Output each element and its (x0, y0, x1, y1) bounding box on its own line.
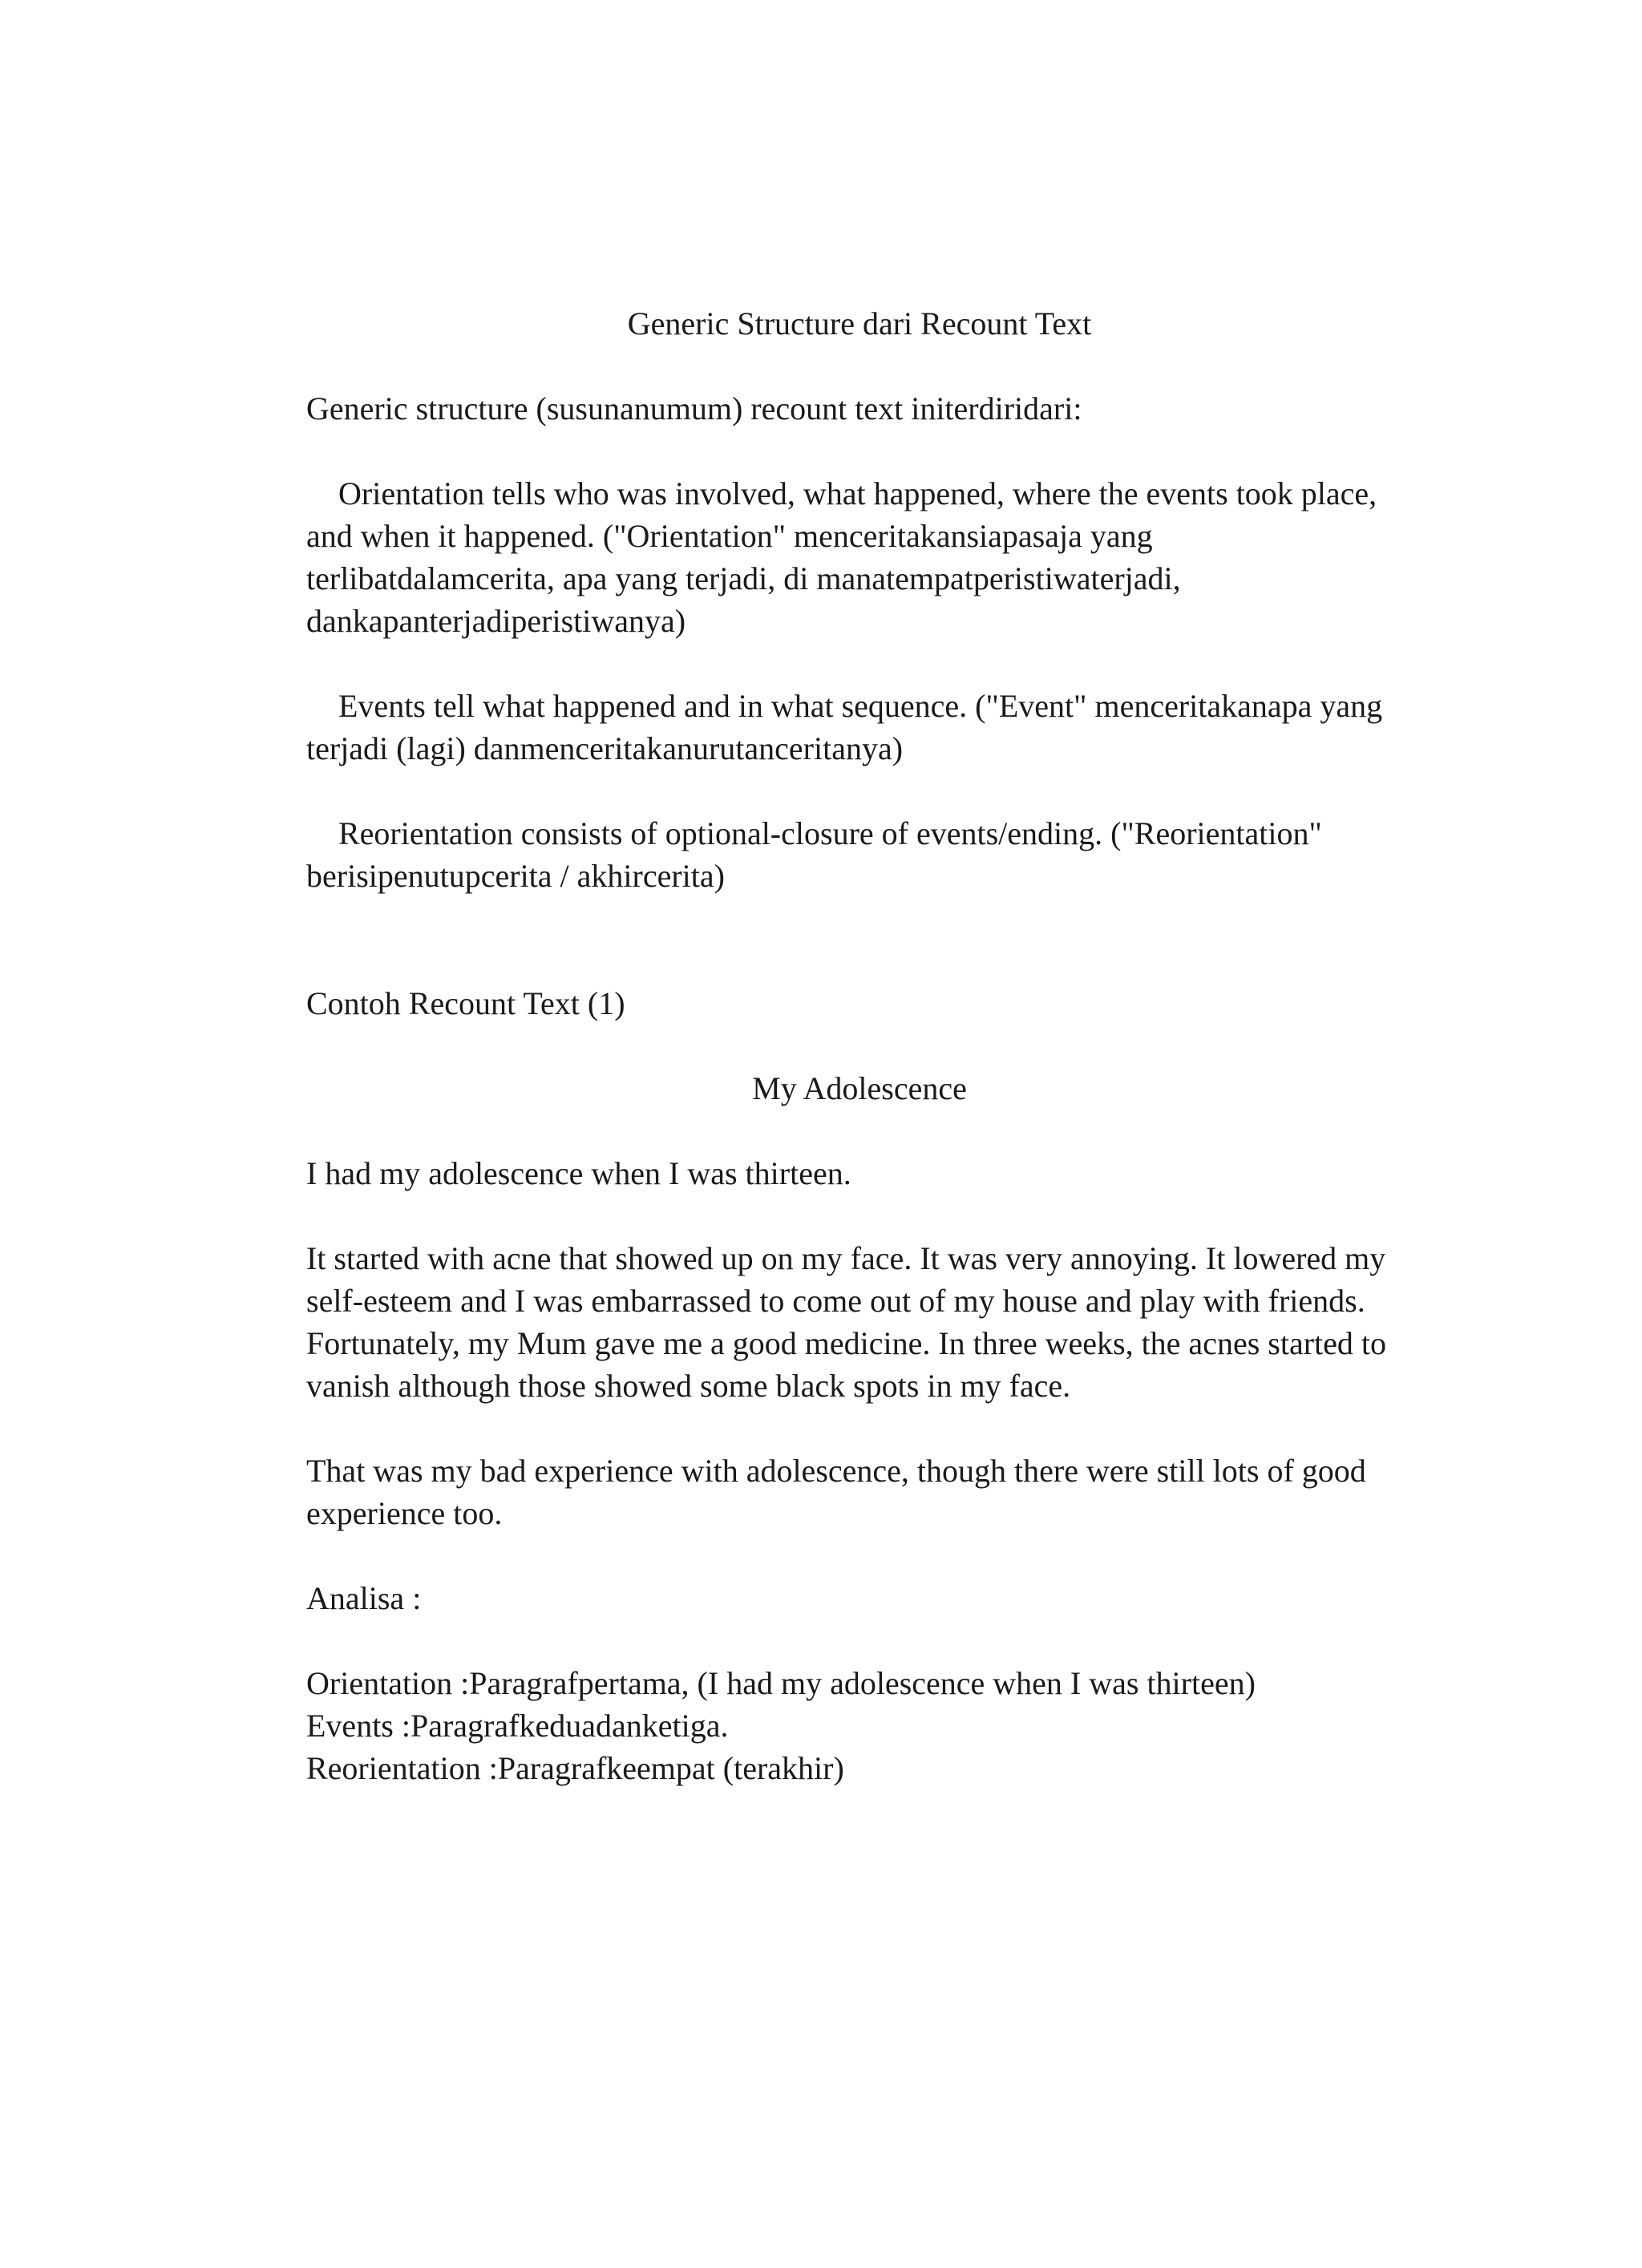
text-line: vanish although those showed some black spots in my face. (306, 1368, 1071, 1404)
text-line: Events tell what happened and in what sequence. ("Event" menceritakanapa yang (338, 688, 1383, 724)
story-title: My Adolescence (752, 1070, 967, 1106)
analysis-heading: Analisa : (306, 1580, 422, 1616)
analysis-reorientation: Reorientation :Paragrafkeempat (terakhir) (306, 1750, 844, 1786)
text-line: Orientation tells who was involved, what happened, where the events took place, (338, 475, 1377, 511)
structure-item-orientation (306, 472, 1429, 642)
analysis-list (306, 1662, 1429, 1789)
text-line: That was my bad experience with adolescence, though there were still lots of good (306, 1453, 1366, 1489)
text-line: terjadi (lagi) danmenceritakanurutanceritanya) (306, 730, 904, 766)
text-line: berisipenutupcerita / akhircerita) (306, 858, 725, 894)
text-line: and when it happened. ("Orientation" menceritakansiapasaja yang (306, 518, 1153, 554)
text-line: It started with acne that showed up on my face. It was very annoying. It lowered my (306, 1240, 1386, 1276)
story-paragraph-1 (306, 1152, 1429, 1195)
document-content (306, 302, 1429, 1789)
text-line: terlibatdalamcerita, apa yang terjadi, di manatempatperistiwaterjadi, (306, 560, 1181, 596)
text-line: dankapanterjadiperistiwanya) (306, 603, 686, 639)
text-line: experience too. (306, 1495, 503, 1531)
document-title: Generic Structure dari Recount Text (627, 305, 1092, 342)
text-line: self-esteem and I was embarrassed to come out of my house and play with friends. (306, 1283, 1365, 1319)
analysis-orientation: Orientation :Paragrafpertama, (I had my adolescence when I was thirteen) (306, 1665, 1256, 1701)
text-line: Reorientation consists of optional-closure of events/ending. ("Reorientation" (338, 815, 1322, 851)
text-line: Fortunately, my Mum gave me a good medicine. In three weeks, the acnes started to (306, 1325, 1386, 1361)
intro-text: Generic structure (susunanumum) recount text initerdiridari: (306, 390, 1082, 427)
structure-item-reorientation (306, 812, 1429, 897)
structure-item-events (306, 685, 1429, 770)
story-paragraph-3 (306, 1449, 1429, 1534)
story-paragraph-2 (306, 1237, 1429, 1407)
example-heading: Contoh Recount Text (1) (306, 985, 625, 1021)
analysis-events: Events :Paragrafkeduadanketiga. (306, 1708, 729, 1744)
text-line: I had my adolescence when I was thirteen. (306, 1155, 851, 1191)
